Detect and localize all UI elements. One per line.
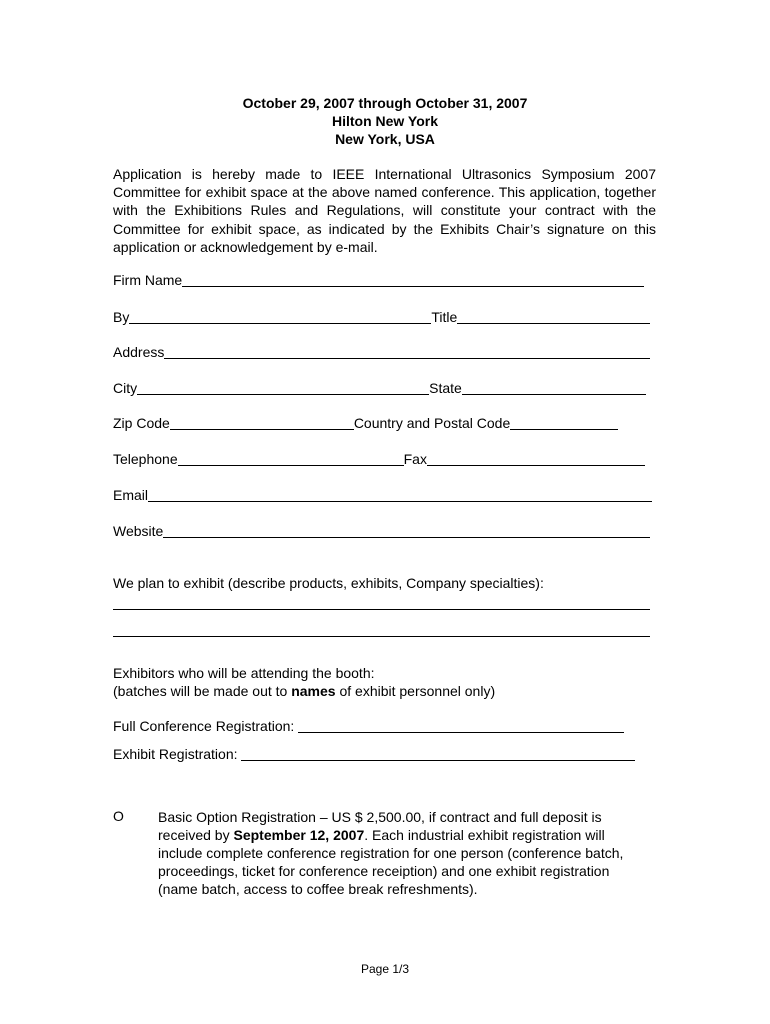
state-field[interactable] xyxy=(462,381,646,395)
attendees-note-bold: names xyxy=(291,683,336,699)
fax-field[interactable] xyxy=(427,452,645,466)
by-field[interactable] xyxy=(129,310,431,324)
attendees-heading: Exhibitors who will be attending the booth: xyxy=(113,665,375,681)
basic-option-text xyxy=(158,808,648,898)
telephone-fax-row xyxy=(113,450,645,468)
email-label: Email xyxy=(113,487,149,503)
email-field[interactable] xyxy=(148,488,652,502)
email-row xyxy=(113,486,652,504)
by-title-row xyxy=(113,308,650,326)
document-header xyxy=(0,94,770,148)
firm-name-row xyxy=(113,271,644,289)
city-field[interactable] xyxy=(137,381,429,395)
attendees-note-post: of exhibit personnel only) xyxy=(335,683,496,699)
exhibit-plan-line-2[interactable] xyxy=(113,636,650,637)
event-venue: Hilton New York xyxy=(331,113,439,129)
by-label: By xyxy=(113,309,130,325)
basic-option-deadline: September 12, 2007 xyxy=(233,827,365,843)
website-field[interactable] xyxy=(163,524,650,538)
firm-name-field[interactable] xyxy=(182,273,644,287)
exhibit-plan-label: We plan to exhibit (describe products, exhibits, Company specialties): xyxy=(113,575,544,591)
city-label: City xyxy=(113,380,138,396)
city-state-row xyxy=(113,379,646,397)
address-row xyxy=(113,343,650,361)
exhibit-registration-field[interactable] xyxy=(241,747,635,761)
page-number: Page 1/3 xyxy=(360,962,410,976)
full-registration-label: Full Conference Registration: xyxy=(113,718,299,734)
website-label: Website xyxy=(113,523,164,539)
event-city: New York, USA xyxy=(335,131,435,147)
event-dates: October 29, 2007 through October 31, 2007 xyxy=(242,95,528,111)
application-intro: Application is hereby made to IEEE International Ultrasonics Symposium 2007 Committee for exhibit space at the above named conference. This application, together with the Exhibitions Rules and Regulations, will constitute your contract with the Committee for exhibit space, as indicated by the Exhibits Chair’s signature on this application or acknowledgement by e-mail. xyxy=(113,166,656,255)
full-registration-row xyxy=(113,717,624,735)
exhibit-registration-label: Exhibit Registration: xyxy=(113,746,242,762)
address-label: Address xyxy=(113,344,165,360)
attendees-note-pre: (batches will be made out to xyxy=(113,683,292,699)
title-field[interactable] xyxy=(457,310,650,324)
basic-option-text-pre: Basic Option Registration – US $ 2,500.00, if contract and full deposit is received by xyxy=(158,809,602,843)
exhibit-plan-line-1[interactable] xyxy=(113,609,650,610)
zip-code-field[interactable] xyxy=(170,416,354,430)
address-field[interactable] xyxy=(164,345,650,359)
zip-code-label: Zip Code xyxy=(113,415,170,431)
state-label: State xyxy=(429,380,462,396)
title-label: Title xyxy=(431,309,458,325)
zip-country-row xyxy=(113,414,618,432)
exhibit-registration-row xyxy=(113,745,635,763)
telephone-field[interactable] xyxy=(178,452,404,466)
firm-name-label: Firm Name xyxy=(113,272,183,288)
basic-option-checkbox[interactable]: O xyxy=(113,808,124,824)
country-postal-field[interactable] xyxy=(510,416,618,430)
fax-label: Fax xyxy=(403,451,427,467)
website-row xyxy=(113,522,650,540)
full-registration-field[interactable] xyxy=(298,719,624,733)
telephone-label: Telephone xyxy=(113,451,178,467)
attendees-note xyxy=(113,682,495,700)
attendees-section xyxy=(113,664,495,700)
basic-option-text-post: . Each industrial exhibit registration will include complete conference registration for one person (conference batch, proceedings, ticket for conference receiption) and one exhibit registration (name batch, access to coffee break refreshments). xyxy=(158,827,624,897)
country-postal-label: Country and Postal Code xyxy=(353,415,511,431)
